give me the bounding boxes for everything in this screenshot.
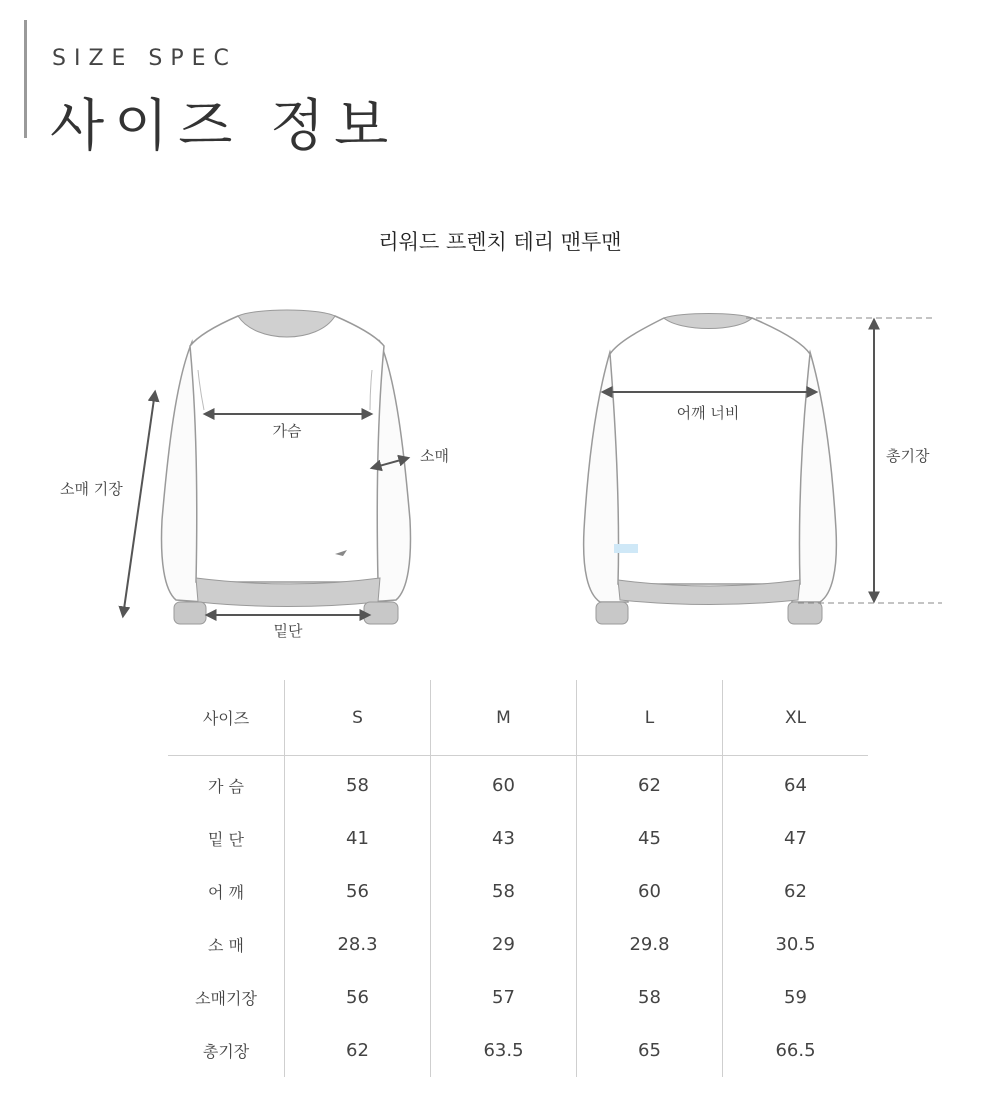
row-label: 총기장 — [202, 1042, 250, 1061]
table-row — [168, 918, 868, 971]
table-cell: 64 — [723, 756, 869, 813]
table-cell: 62 — [723, 865, 869, 918]
table-cell: 28.3 — [285, 918, 431, 971]
label-total-length: 총기장 — [886, 447, 930, 465]
table-corner-label: 사이즈 — [168, 680, 285, 756]
size-header: L — [577, 680, 723, 756]
table-cell: 59 — [723, 971, 869, 1024]
table-cell: 56 — [285, 865, 431, 918]
header-subtitle: SIZE SPEC — [52, 46, 237, 71]
size-spec-table — [168, 680, 868, 1077]
row-label: 어 깨 — [208, 883, 244, 902]
row-label: 소 매 — [208, 936, 244, 955]
table-cell: 58 — [431, 865, 577, 918]
table-row — [168, 756, 868, 813]
table-header-row — [168, 680, 868, 756]
size-header: M — [431, 680, 577, 756]
table-row — [168, 812, 868, 865]
table-cell: 66.5 — [723, 1024, 869, 1077]
size-diagrams — [0, 290, 1000, 660]
label-chest: 가슴 — [272, 422, 302, 440]
header-accent-bar — [24, 20, 27, 138]
header-title: 사이즈 정보 — [50, 94, 399, 159]
table-row — [168, 865, 868, 918]
table-cell: 60 — [431, 756, 577, 813]
table-cell: 29 — [431, 918, 577, 971]
label-sleeve-length: 소매 기장 — [60, 480, 123, 498]
table-cell: 60 — [577, 865, 723, 918]
table-cell: 29.8 — [577, 918, 723, 971]
product-name: 리워드 프렌치 테리 맨투맨 — [378, 230, 622, 254]
table-cell: 43 — [431, 812, 577, 865]
size-header: S — [285, 680, 431, 756]
table-cell: 63.5 — [431, 1024, 577, 1077]
table-cell: 56 — [285, 971, 431, 1024]
row-label: 가 슴 — [208, 777, 244, 796]
table-row — [168, 971, 868, 1024]
back-sweatshirt-illustration — [584, 314, 837, 625]
table-cell: 62 — [577, 756, 723, 813]
table-row — [168, 1024, 868, 1077]
table-cell: 65 — [577, 1024, 723, 1077]
table-cell: 62 — [285, 1024, 431, 1077]
size-header: XL — [723, 680, 869, 756]
table-cell: 57 — [431, 971, 577, 1024]
label-sleeve: 소매 — [420, 447, 449, 465]
table-cell: 47 — [723, 812, 869, 865]
table-cell: 58 — [285, 756, 431, 813]
table-cell: 45 — [577, 812, 723, 865]
table-cell: 30.5 — [723, 918, 869, 971]
row-label: 밑 단 — [208, 830, 244, 849]
label-shoulder-width: 어깨 너비 — [676, 404, 740, 422]
table-cell: 58 — [577, 971, 723, 1024]
label-hem: 밑단 — [273, 622, 303, 640]
table-cell: 41 — [285, 812, 431, 865]
row-label: 소매기장 — [195, 989, 257, 1008]
